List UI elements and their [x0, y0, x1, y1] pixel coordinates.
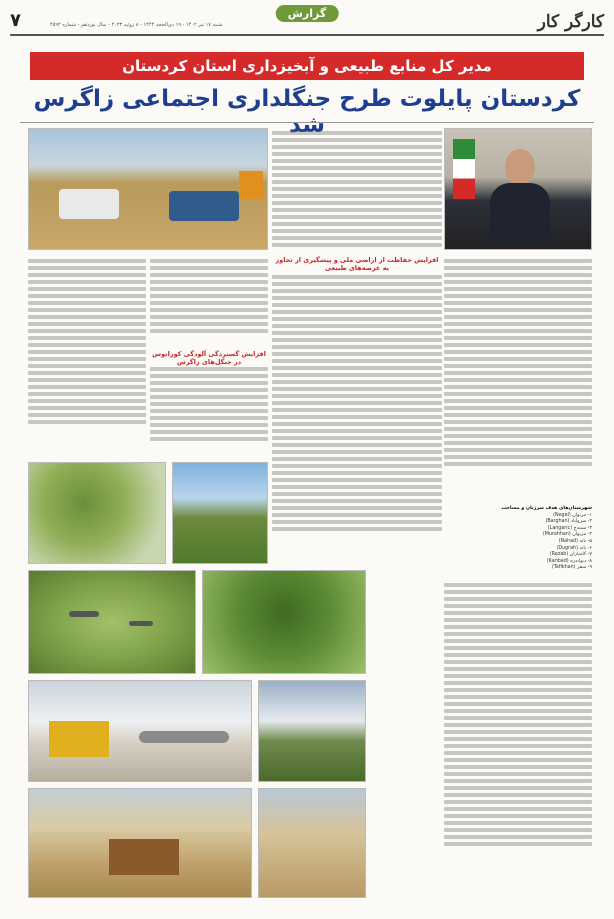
list-item: ۹- سقز (Tafikhan)	[551, 565, 592, 571]
caterpillar-icon	[129, 621, 153, 626]
list-item: ۳- سنندج (Langaric)	[547, 525, 592, 531]
person-head-icon	[505, 149, 535, 185]
subhead-pest: افزایش گستردگی آلودگی کوراتوس در جنگل‌های زاگرس	[152, 350, 266, 366]
official-portrait-photo	[444, 128, 592, 250]
article-column-right	[444, 256, 592, 496]
list-item: ۲- سروآباد (Barghan)	[545, 519, 592, 525]
page-number: ۷	[10, 10, 21, 31]
headline-rule	[20, 122, 594, 123]
field-vehicles-photo	[28, 128, 268, 250]
caterpillar-leaf-photo	[28, 570, 196, 674]
zagros-forest-photo	[172, 462, 268, 564]
snow-machinery-photo	[28, 680, 252, 782]
article-column-right-lower	[444, 580, 592, 890]
article-column-3	[150, 256, 268, 346]
oak-leaves-photo	[28, 462, 166, 564]
list-item: ۵- بانه (Nahad)	[558, 538, 592, 544]
article-column-4	[150, 364, 268, 454]
excavator-icon	[239, 171, 263, 199]
flag-icon	[453, 139, 475, 199]
county-list-title: شهرستان‌های هدف سرزنان و مساحت	[501, 506, 592, 511]
pipe-icon	[139, 731, 229, 743]
caterpillar-icon	[69, 611, 99, 617]
list-item: ۶- بانه (Dugrah)	[556, 545, 592, 551]
valley-worker-photo	[258, 788, 366, 898]
spraying-photo	[258, 680, 366, 782]
section-tag: گزارش	[276, 5, 339, 22]
pickup-icon	[169, 191, 239, 221]
article-kicker: مدیر کل منابع طبیعی و آبخیزداری استان کردستان	[30, 52, 584, 80]
list-item: ۱- مریوان (Negel)	[553, 512, 592, 518]
list-item: ۸- دیواندره (Kanbad)	[546, 558, 592, 564]
article-headline: کردستان پایلوت طرح جنگلداری اجتماعی زاگرس شد	[33, 86, 581, 138]
article-column-2	[272, 272, 442, 572]
person-body-icon	[490, 183, 550, 243]
tree-canopy-photo	[202, 570, 366, 674]
list-item: ۴- مریوان (Murahhan)	[542, 532, 592, 538]
list-item: ۷- کامیاران (Razab)	[549, 552, 592, 558]
truck-icon	[59, 189, 119, 219]
bulldozer-icon	[49, 721, 109, 757]
dump-truck-icon	[109, 839, 179, 875]
article-column-1	[272, 128, 442, 250]
county-list	[444, 506, 592, 572]
newspaper-logo: کارگر کار	[537, 12, 604, 32]
dateline: شنبه ۱۷ تیر ۱۴۰۲ - ۱۹ ذی‌الحجه ۱۴۴۴ - ۸ ژوئیه ۲۰۲۳ - سال نوزدهم - شماره ۴۵۹۲	[50, 22, 223, 28]
hill-truck-photo	[28, 788, 252, 898]
article-column-left	[28, 256, 146, 456]
subhead-protection: افزایش حفاظت از اراضی ملی و پیشگیری از تجاوز به عرصه‌های طبیعی	[275, 256, 439, 272]
